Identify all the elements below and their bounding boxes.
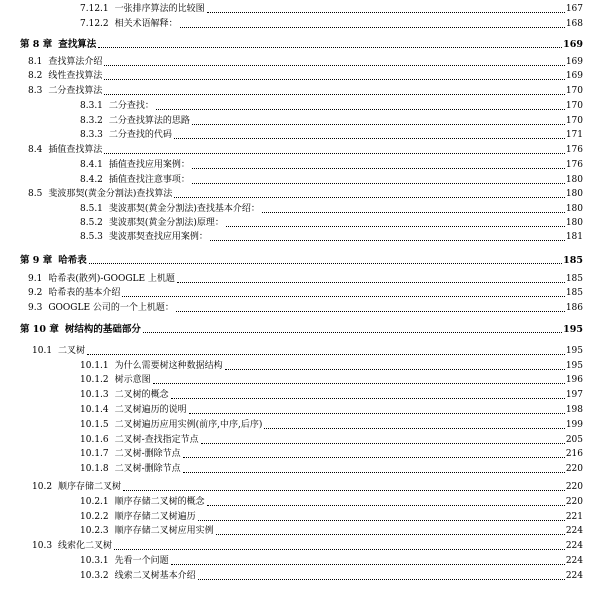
toc-entry-page: 205 — [565, 435, 583, 445]
toc-entry-page: 186 — [565, 303, 583, 313]
toc-entry-page: 169 — [563, 39, 583, 50]
toc-entry-page: 176 — [565, 160, 583, 170]
toc-entry-title: 哈希表的基本介绍 — [48, 288, 121, 298]
dot-leader — [174, 197, 564, 198]
toc-entry-title: 插值查找应用案例： — [108, 160, 190, 170]
toc-entry-title: 相关术语解释： — [114, 19, 178, 29]
toc-entry-page: 199 — [565, 420, 583, 430]
dot-leader — [192, 168, 565, 169]
dot-leader — [216, 534, 565, 535]
toc-entry-page: 176 — [565, 145, 583, 155]
toc-entry[interactable] — [80, 229, 583, 243]
dot-leader — [192, 183, 565, 184]
toc-entry[interactable] — [80, 494, 583, 508]
toc-entry[interactable] — [80, 372, 583, 386]
toc-entry-number: 10.1 — [32, 346, 53, 356]
toc-entry-page: 170 — [565, 101, 583, 111]
toc-entry-title: 顺序存储二叉树的概念 — [114, 497, 205, 507]
toc-entry-number: 第 9 章 — [20, 255, 53, 266]
dot-leader — [207, 12, 565, 13]
toc-entry-number: 10.1.3 — [80, 390, 109, 400]
toc-entry-title: 二分查找的代码 — [108, 130, 172, 140]
toc-entry-page: 180 — [565, 218, 583, 228]
dot-leader — [180, 27, 565, 28]
toc-entry-title: 斐波那契(黄金分割法)原理： — [108, 218, 224, 228]
toc-entry-page: 185 — [565, 274, 583, 284]
toc-entry-page: 181 — [565, 232, 583, 242]
dot-leader — [104, 94, 564, 95]
toc-entry-title: 树结构的基础部分 — [64, 324, 141, 335]
dot-leader — [87, 354, 565, 355]
dot-leader — [189, 413, 565, 414]
toc-entry-page: 180 — [565, 175, 583, 185]
toc-entry-number: 8.5.1 — [80, 204, 103, 214]
toc-entry[interactable] — [80, 215, 583, 229]
toc-entry[interactable] — [80, 157, 583, 171]
toc-entry-page: 180 — [565, 189, 583, 199]
toc-entry-number: 8.5.3 — [80, 232, 103, 242]
toc-entry-number: 10.3 — [32, 541, 53, 551]
toc-entry-number: 9.2 — [28, 288, 43, 298]
toc-entry[interactable] — [28, 285, 583, 299]
dot-leader — [183, 472, 565, 473]
dot-leader — [262, 212, 565, 213]
toc-entry[interactable] — [32, 343, 583, 357]
dot-leader — [171, 564, 565, 565]
toc-entry-number: 10.1.7 — [80, 449, 109, 459]
dot-leader — [226, 226, 565, 227]
toc-entry-number: 10.2 — [32, 482, 53, 492]
toc-entry[interactable] — [80, 509, 583, 523]
dot-leader — [153, 383, 565, 384]
toc-entry-number: 10.1.8 — [80, 464, 109, 474]
dot-leader — [176, 311, 565, 312]
dot-leader — [171, 398, 565, 399]
toc-entry-title: 斐波那契查找应用案例： — [108, 232, 208, 242]
toc-entry-page: 168 — [565, 19, 583, 29]
toc-entry[interactable] — [28, 54, 583, 68]
toc-entry-title: 插值查找注意事项： — [108, 175, 190, 185]
toc-entry-title: 二叉树 — [58, 346, 86, 356]
toc-entry-number: 10.3.1 — [80, 556, 109, 566]
toc-entry[interactable] — [80, 402, 583, 416]
toc-entry-number: 10.1.4 — [80, 405, 109, 415]
toc-chapter-entry[interactable] — [20, 252, 583, 266]
toc-entry-page: 185 — [565, 288, 583, 298]
toc-entry-title: 线索化二叉树 — [58, 541, 113, 551]
toc-entry-title: 二叉树的概念 — [114, 390, 169, 400]
toc-entry-number: 10.3.2 — [80, 571, 109, 581]
toc-entry-number: 7.12.2 — [80, 19, 109, 29]
toc-entry-page: 180 — [565, 204, 583, 214]
toc-entry-title: 一张排序算法的比较图 — [114, 4, 205, 14]
toc-entry-title: 为什么需要树这种数据结构 — [114, 361, 223, 371]
toc-entry-page: 224 — [565, 541, 583, 551]
toc-entry-number: 8.3 — [28, 86, 43, 96]
toc-entry-page: 171 — [565, 130, 583, 140]
toc-entry-number: 8.3.1 — [80, 101, 103, 111]
toc-entry-title: 二叉树-查找指定节点 — [114, 435, 199, 445]
toc-entry[interactable] — [32, 538, 583, 552]
toc-entry-title: 线性查找算法 — [48, 71, 103, 81]
toc-entry-title: 二分查找算法 — [48, 86, 103, 96]
toc-entry-page: 169 — [565, 71, 583, 81]
toc-entry-number: 10.1.5 — [80, 420, 109, 430]
dot-leader — [210, 240, 565, 241]
dot-leader — [89, 263, 562, 264]
toc-entry[interactable] — [28, 186, 583, 200]
dot-leader — [207, 505, 565, 506]
toc-entry-page: 220 — [565, 482, 583, 492]
toc-entry[interactable] — [80, 98, 583, 112]
toc-entry-page: 220 — [565, 464, 583, 474]
toc-entry-page: 221 — [565, 512, 583, 522]
dot-leader — [123, 490, 565, 491]
toc-entry-title: 顺序存储二叉树应用实例 — [114, 526, 214, 536]
toc-entry-number: 8.4.2 — [80, 175, 103, 185]
toc-entry-number: 8.3.2 — [80, 116, 103, 126]
dot-leader — [198, 579, 565, 580]
dot-leader — [177, 282, 565, 283]
toc-entry[interactable] — [80, 113, 583, 127]
toc-entry[interactable] — [80, 432, 583, 446]
toc-entry-title: 哈希表(散列)-GOOGLE 上机题 — [48, 274, 175, 284]
toc-entry-title: 斐波那契(黄金分割法)查找算法 — [48, 189, 173, 199]
toc-entry[interactable] — [28, 271, 583, 285]
toc-entry[interactable] — [28, 83, 583, 97]
toc-entry-number: 7.12.1 — [80, 4, 109, 14]
toc-entry[interactable] — [28, 68, 583, 82]
toc-entry-page: 198 — [565, 405, 583, 415]
toc-entry[interactable] — [28, 300, 583, 314]
toc-entry-number: 8.5.2 — [80, 218, 103, 228]
toc-entry-title: 斐波那契(黄金分割法)查找基本介绍： — [108, 204, 260, 214]
toc-entry-title: 树示意图 — [114, 375, 151, 385]
toc-entry-page: 195 — [565, 346, 583, 356]
toc-entry-page: 224 — [565, 526, 583, 536]
toc-entry[interactable] — [28, 142, 583, 156]
toc-entry[interactable] — [80, 1, 583, 15]
toc-entry-number: 8.5 — [28, 189, 43, 199]
toc-entry-number: 10.2.3 — [80, 526, 109, 536]
toc-entry-number: 10.2.2 — [80, 512, 109, 522]
toc-entry-page: 224 — [565, 556, 583, 566]
toc-entry-number: 第 8 章 — [20, 39, 53, 50]
toc-entry-number: 10.2.1 — [80, 497, 109, 507]
toc-entry[interactable] — [80, 387, 583, 401]
toc-entry-title: 二叉树遍历的说明 — [114, 405, 187, 415]
toc-entry-page: 185 — [563, 255, 583, 266]
toc-entry-number: 8.3.3 — [80, 130, 103, 140]
dot-leader — [104, 79, 564, 80]
toc-entry-title: 插值查找算法 — [48, 145, 103, 155]
toc-entry-page: 195 — [565, 361, 583, 371]
toc-entry[interactable] — [80, 201, 583, 215]
toc-entry-title: 二分查找： — [108, 101, 154, 111]
toc-entry-title: 线索二叉树基本介绍 — [114, 571, 196, 581]
dot-leader — [98, 47, 562, 48]
toc-entry-page: 197 — [565, 390, 583, 400]
toc-entry[interactable] — [80, 16, 583, 30]
toc-entry[interactable] — [80, 417, 583, 431]
toc-entry-page: 195 — [563, 324, 583, 335]
toc-entry-title: 二叉树遍历应用实例(前序,中序,后序) — [114, 420, 263, 430]
toc-entry-title: 二叉树-删除节点 — [114, 449, 181, 459]
toc-entry[interactable] — [80, 172, 583, 186]
toc-entry-number: 第 10 章 — [20, 324, 59, 335]
dot-leader — [174, 138, 565, 139]
toc-entry[interactable] — [80, 446, 583, 460]
toc-entry-title: GOOGLE 公司的一个上机题： — [48, 303, 174, 313]
toc-entry-page: 196 — [565, 375, 583, 385]
toc-entry[interactable] — [80, 461, 583, 475]
toc-entry-page: 170 — [565, 116, 583, 126]
toc-entry-title: 顺序存储二叉树遍历 — [114, 512, 196, 522]
toc-entry-page: 216 — [565, 449, 583, 459]
toc-entry-title: 顺序存储二叉树 — [58, 482, 122, 492]
dot-leader — [183, 457, 565, 458]
toc-entry-number: 10.1.2 — [80, 375, 109, 385]
toc-entry-page: 220 — [565, 497, 583, 507]
toc-entry-page: 167 — [565, 4, 583, 14]
toc-entry-title: 哈希表 — [58, 255, 87, 266]
toc-chapter-entry[interactable] — [20, 321, 583, 335]
dot-leader — [143, 332, 562, 333]
toc-entry-page: 169 — [565, 57, 583, 67]
toc-chapter-entry[interactable] — [20, 36, 583, 50]
toc-entry[interactable] — [80, 358, 583, 372]
toc-entry[interactable] — [32, 479, 583, 493]
toc-entry[interactable] — [80, 127, 583, 141]
toc-entry[interactable] — [80, 553, 583, 567]
toc-entry-number: 9.3 — [28, 303, 43, 313]
toc-entry-number: 8.1 — [28, 57, 43, 67]
dot-leader — [201, 443, 565, 444]
dot-leader — [198, 520, 565, 521]
dot-leader — [122, 296, 564, 297]
toc-entry-title: 查找算法 — [58, 39, 97, 50]
toc-entry-number: 9.1 — [28, 274, 43, 284]
toc-entry[interactable] — [80, 568, 583, 582]
toc-entry-number: 8.4 — [28, 145, 43, 155]
toc-entry-page: 170 — [565, 86, 583, 96]
dot-leader — [104, 65, 564, 66]
toc-entry-title: 二分查找算法的思路 — [108, 116, 190, 126]
toc-entry-number: 10.1.1 — [80, 361, 109, 371]
toc-entry-title: 查找算法介绍 — [48, 57, 103, 67]
dot-leader — [114, 549, 565, 550]
toc-entry-number: 8.4.1 — [80, 160, 103, 170]
dot-leader — [225, 369, 565, 370]
toc-entry-title: 二叉树-删除节点 — [114, 464, 181, 474]
dot-leader — [104, 153, 564, 154]
toc-entry-number: 10.1.6 — [80, 435, 109, 445]
toc-entry[interactable] — [80, 523, 583, 537]
toc-entry-title: 先看一个问题 — [114, 556, 169, 566]
dot-leader — [156, 109, 565, 110]
dot-leader — [192, 124, 565, 125]
dot-leader — [264, 428, 564, 429]
toc-entry-number: 8.2 — [28, 71, 43, 81]
toc-entry-page: 224 — [565, 571, 583, 581]
